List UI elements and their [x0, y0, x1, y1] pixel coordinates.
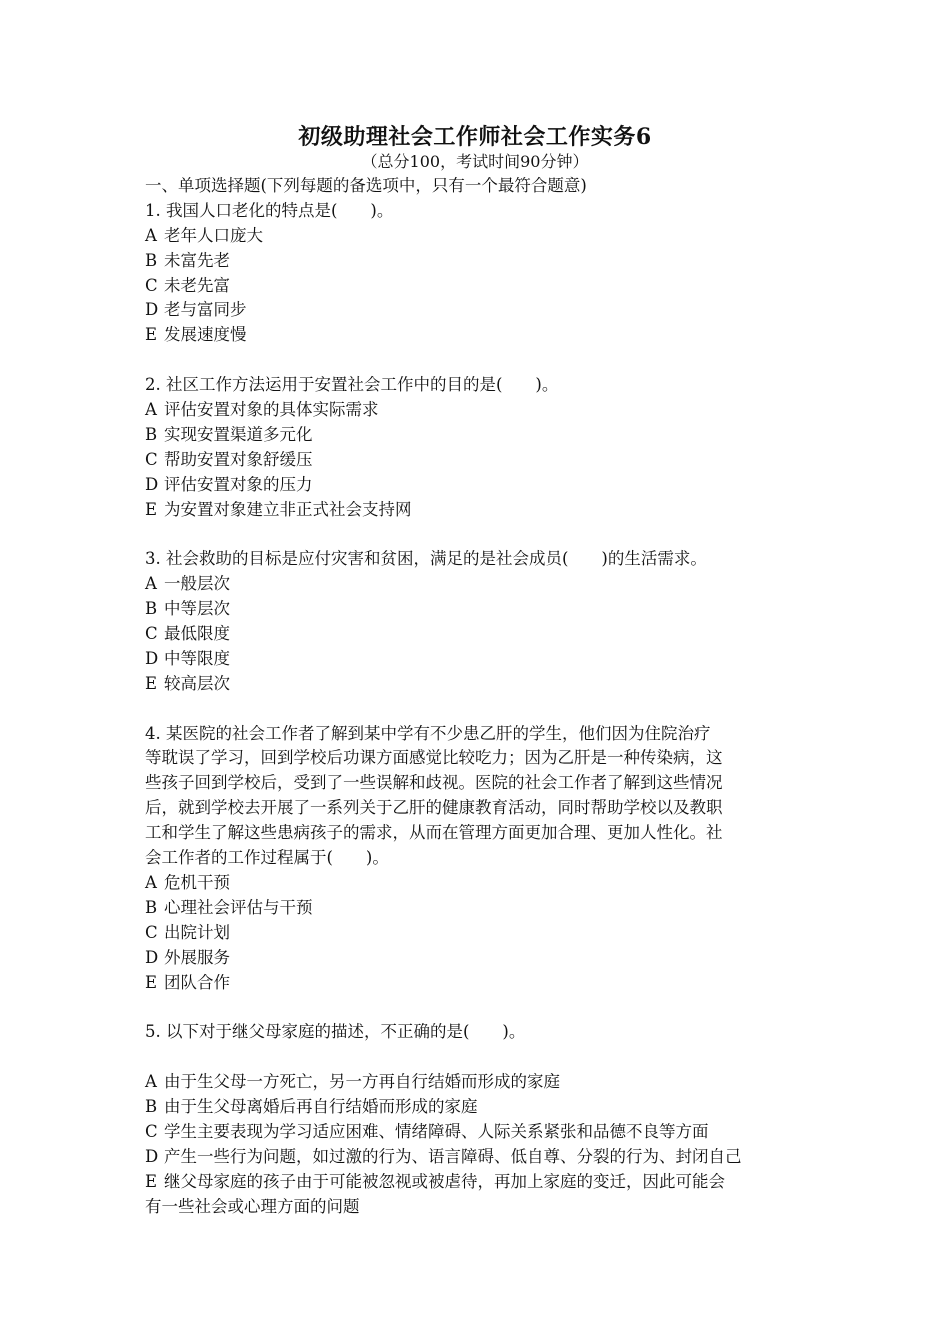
question-stem-line: 等耽误了学习，回到学校后功课方面感觉比较吃力；因为乙肝是一种传染病，这: [145, 748, 723, 768]
option-b: B 实现安置渠道多元化: [145, 424, 313, 444]
option-c: C 最低限度: [145, 624, 230, 644]
option-a: A 危机干预: [145, 872, 230, 892]
question-1: [145, 199, 810, 348]
question-stem: 5. 以下对于继父母家庭的描述，不正确的是( )。: [145, 1022, 526, 1042]
document-title: 初级助理社会工作师社会工作实务6: [298, 124, 652, 150]
option-d: D 评估安置对象的压力: [145, 474, 313, 494]
question-3: [145, 547, 810, 696]
question-stem: 2. 社区工作方法运用于安置社会工作中的目的是( )。: [145, 375, 559, 395]
spacer: [145, 697, 810, 722]
option-b: B 中等层次: [145, 599, 230, 619]
option-b: B 心理社会评估与干预: [145, 897, 313, 917]
question-stem: 3. 社会救助的目标是应付灾害和贫困，满足的是社会成员( )的生活需求。: [145, 549, 707, 569]
question-5: [145, 1020, 810, 1219]
option-e: E 为安置对象建立非正式社会支持网: [145, 499, 412, 519]
option-e: E 较高层次: [145, 673, 230, 693]
document-subtitle: （总分100，考试时间90分钟）: [361, 152, 589, 171]
question-stem-line: 工和学生了解这些患病孩子的需求，从而在管理方面更加合理、更加人性化。社: [145, 823, 723, 843]
option-c: C 未老先富: [145, 275, 230, 295]
option-e: E 发展速度慢: [145, 325, 247, 345]
option-c: C 学生主要表现为学习适应困难、情绪障碍、人际关系紧张和品德不良等方面: [145, 1121, 709, 1141]
option-a: A 一般层次: [145, 574, 230, 594]
spacer: [145, 1045, 810, 1070]
option-a: A 由于生父母一方死亡，另一方再自行结婚而形成的家庭: [145, 1072, 560, 1092]
option-a: A 老年人口庞大: [145, 225, 263, 245]
question-stem-line: 4. 某医院的社会工作者了解到某中学有不少患乙肝的学生，他们因为住院治疗: [145, 723, 711, 743]
option-e: E 继父母家庭的孩子由于可能被忽视或被虐待，再加上家庭的变迁，因此可能会: [145, 1171, 725, 1191]
section-heading: 一、单项选择题(下列每题的备选项中，只有一个最符合题意): [145, 176, 587, 195]
option-d: D 中等限度: [145, 648, 230, 668]
option-e-continuation: 有一些社会或心理方面的问题: [145, 1196, 360, 1216]
document-body: [145, 174, 810, 1219]
question-4: [145, 722, 810, 996]
option-d: D 产生一些行为问题，如过激的行为、语言障碍、低自尊、分裂的行为、封闭自己: [145, 1146, 742, 1166]
question-2: [145, 373, 810, 522]
option-c: C 出院计划: [145, 922, 230, 942]
option-b: B 未富先老: [145, 250, 230, 270]
spacer: [145, 348, 810, 373]
option-e: E 团队合作: [145, 972, 230, 992]
option-c: C 帮助安置对象舒缓压: [145, 449, 313, 469]
option-d: D 老与富同步: [145, 300, 247, 320]
question-stem-line: 后，就到学校去开展了一系列关于乙肝的健康教育活动，同时帮助学校以及教职: [145, 798, 723, 818]
option-b: B 由于生父母离婚后再自行结婚而形成的家庭: [145, 1096, 478, 1116]
spacer: [145, 995, 810, 1020]
option-d: D 外展服务: [145, 947, 230, 967]
spacer: [145, 522, 810, 547]
question-stem: 1. 我国人口老化的特点是( )。: [145, 200, 394, 220]
option-a: A 评估安置对象的具体实际需求: [145, 400, 379, 420]
question-stem-line: 会工作者的工作过程属于( )。: [145, 848, 389, 868]
question-stem-line: 些孩子回到学校后，受到了一些误解和歧视。医院的社会工作者了解到这些情况: [145, 773, 723, 793]
